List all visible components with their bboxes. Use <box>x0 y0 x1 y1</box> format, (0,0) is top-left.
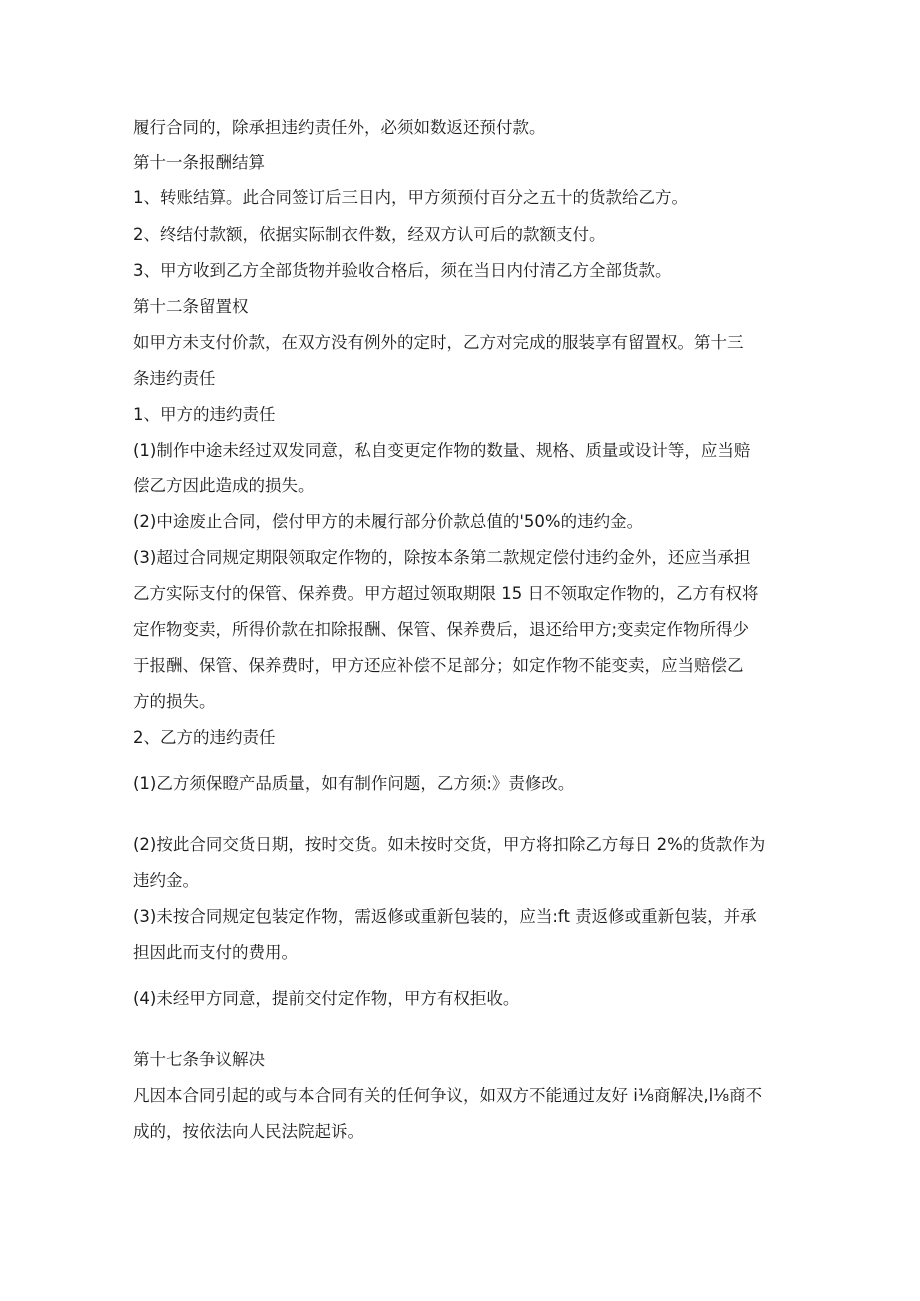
text-line: 条违约责任 <box>133 369 216 388</box>
text-line: 凡因本合同引起的或与本合同有关的任何争议，如双方不能通过友好 i⅛商解决,l⅛商不 <box>133 1086 763 1105</box>
section-heading: 第十二条留置权 <box>133 297 249 316</box>
text-line: 担因此而支付的费用。 <box>133 943 298 962</box>
section-heading: 第十七条争议解决 <box>133 1050 265 1069</box>
text-line: (4)未经甲方同意，提前交付定作物，甲方有权拒收。 <box>133 989 520 1008</box>
text-line: 定作物变卖，所得价款在扣除报酬、保管、保养费后，退还给甲方;变卖定作物所得少 <box>133 620 750 639</box>
text-line: 偿乙方因此造成的损失。 <box>133 476 315 495</box>
text-line: (1)乙方须保瞪产品质量，如有制作问题，乙方须:》责修改。 <box>133 774 575 793</box>
text-line: (3)未按合同规定包装定作物，需返修或重新包装的，应当:ft 责返修或重新包装，并承 <box>133 907 757 926</box>
text-line: 2、乙方的违约责任 <box>133 728 276 747</box>
section-heading: 第十一条报酬结算 <box>133 153 265 172</box>
text-line: 履行合同的，除承担违约责任外，必须如数返还预付款。 <box>133 118 546 137</box>
text-line: 1、转账结算。此合同签订后三日内，甲方须预付百分之五十的货款给乙方。 <box>133 188 688 207</box>
text-line: (2)按此合同交货日期，按时交货。如未按时交货，甲方将扣除乙方每日 2%的货款作为 <box>133 835 766 854</box>
text-line: 成的，按依法向人民法院起诉。 <box>133 1122 364 1141</box>
text-line: 1、甲方的违约责任 <box>133 405 276 424</box>
text-line: 2、终结付款额，依据实际制衣件数，经双方认可后的款额支付。 <box>133 225 606 244</box>
text-line: 乙方实际支付的保管、保养费。甲方超过领取期限 15 日不领取定作物的，乙方有权将 <box>133 584 759 603</box>
text-line: (2)中途废止合同，偿付甲方的未履行部分价款总值的'50%的违约金。 <box>133 512 644 531</box>
text-line: 3、甲方收到乙方全部货物并验收合格后，须在当日内付清乙方全部货款。 <box>133 261 672 280</box>
text-line: 于报酬、保管、保养费时，甲方还应补偿不足部分；如定作物不能变卖，应当赔偿乙 <box>133 656 744 675</box>
text-line: (1)制作中途未经过双发同意，私自变更定作物的数量、规格、质量或设计等，应当赔 <box>133 441 751 460</box>
text-line: 违约金。 <box>133 871 199 890</box>
text-line: (3)超过合同规定期限领取定作物的，除按本条第二款规定偿付违约金外，还应当承担 <box>133 548 751 567</box>
text-line: 方的损失。 <box>133 692 216 711</box>
text-line: 如甲方未支付价款，在双方没有例外的定时，乙方对完成的服装享有留置权。第十三 <box>133 333 744 352</box>
